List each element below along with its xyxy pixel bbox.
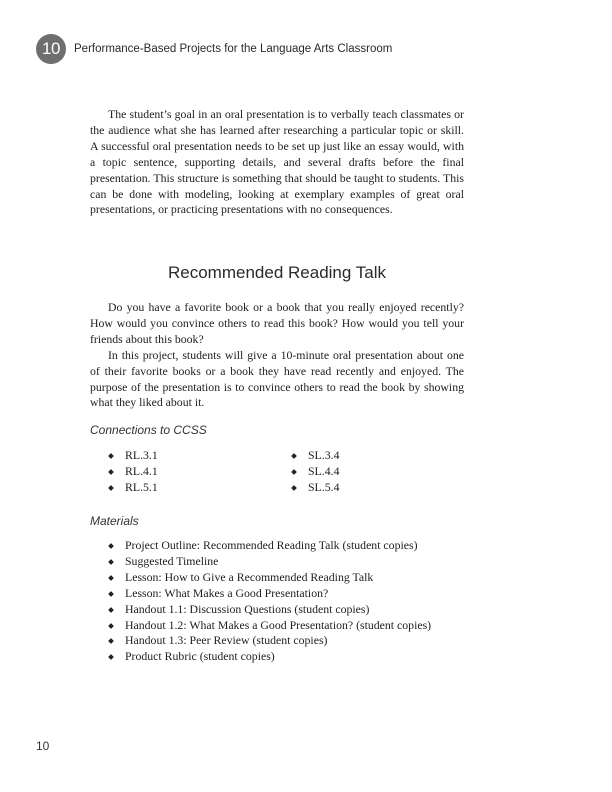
diamond-bullet-icon bbox=[291, 485, 297, 491]
ccss-standard: SL.3.4 bbox=[308, 448, 340, 462]
intro-paragraph-block bbox=[90, 107, 464, 218]
diamond-bullet-icon bbox=[108, 453, 114, 459]
list-item bbox=[108, 618, 431, 634]
diamond-bullet-icon bbox=[108, 623, 114, 629]
material-item: Project Outline: Recommended Reading Talk (student copies) bbox=[125, 538, 418, 552]
ccss-list-left bbox=[108, 448, 158, 496]
section-title: Recommended Reading Talk bbox=[168, 263, 386, 282]
ccss-standard: SL.4.4 bbox=[308, 463, 340, 478]
diamond-bullet-icon bbox=[108, 639, 114, 645]
diamond-bullet-icon bbox=[108, 591, 114, 597]
list-item bbox=[108, 649, 431, 665]
diamond-bullet-icon bbox=[108, 559, 114, 565]
intro-paragraph: The student’s goal in an oral presentation is to verbally teach classmates or the audience what she has learned after researching a particular topic or skill. A successful oral presentation needs to be set up just like an essay would, with a topic sentence, supporting details, and several drafts before the final presentation. This structure is something that should be taught to students. This can be done with modeling, looking at exemplary examples of great oral presentations, or practicing presentations with no consequences. bbox=[90, 107, 464, 217]
section-body bbox=[90, 300, 464, 411]
ccss-heading: Connections to CCSS bbox=[90, 423, 207, 437]
diamond-bullet-icon bbox=[291, 453, 297, 459]
material-item: Handout 1.2: What Makes a Good Presentation? (student copies) bbox=[125, 617, 432, 632]
list-item bbox=[108, 480, 158, 496]
ccss-standard: SL.5.4 bbox=[308, 479, 340, 494]
ccss-list-right bbox=[291, 448, 339, 496]
list-item bbox=[108, 464, 158, 480]
material-item: Product Rubric (student copies) bbox=[125, 649, 275, 664]
chapter-number-badge: 10 bbox=[36, 34, 66, 64]
page-number: 10 bbox=[36, 739, 50, 753]
list-item bbox=[291, 480, 339, 496]
diamond-bullet-icon bbox=[108, 485, 114, 491]
diamond-bullet-icon bbox=[108, 469, 114, 475]
list-item bbox=[108, 633, 431, 649]
diamond-bullet-icon bbox=[108, 575, 114, 581]
running-header bbox=[36, 34, 392, 64]
diamond-bullet-icon bbox=[108, 655, 114, 661]
list-item bbox=[291, 464, 339, 480]
material-item: Suggested Timeline bbox=[125, 553, 219, 568]
ccss-standard: RL.5.1 bbox=[125, 479, 158, 494]
list-item bbox=[108, 602, 431, 618]
list-item bbox=[108, 570, 431, 586]
material-item: Handout 1.1: Discussion Questions (student copies) bbox=[125, 601, 370, 616]
ccss-standard: RL.3.1 bbox=[125, 448, 158, 462]
ccss-standard: RL.4.1 bbox=[125, 463, 158, 478]
list-item bbox=[108, 554, 431, 570]
materials-heading: Materials bbox=[90, 514, 139, 528]
list-item bbox=[291, 448, 339, 464]
material-item: Lesson: What Makes a Good Presentation? bbox=[125, 585, 329, 600]
list-item bbox=[108, 448, 158, 464]
diamond-bullet-icon bbox=[108, 607, 114, 613]
section-paragraph: Do you have a favorite book or a book that you really enjoyed recently? How would you convince others to read this book? How would you tell your friends about this book? bbox=[90, 300, 464, 346]
material-item: Lesson: How to Give a Recommended Reading Talk bbox=[125, 569, 374, 584]
material-item: Handout 1.3: Peer Review (student copies) bbox=[125, 633, 328, 648]
list-item bbox=[108, 538, 431, 554]
diamond-bullet-icon bbox=[108, 543, 114, 549]
materials-list bbox=[108, 538, 431, 665]
list-item bbox=[108, 586, 431, 602]
diamond-bullet-icon bbox=[291, 469, 297, 475]
section-paragraph: In this project, students will give a 10-minute oral presentation about one of their favorite books or a book they have read recently and enjoyed. The purpose of the presentation is to convince others to read the book by showing what they liked about it. bbox=[90, 347, 464, 410]
book-title: Performance-Based Projects for the Language Arts Classroom bbox=[74, 43, 393, 55]
